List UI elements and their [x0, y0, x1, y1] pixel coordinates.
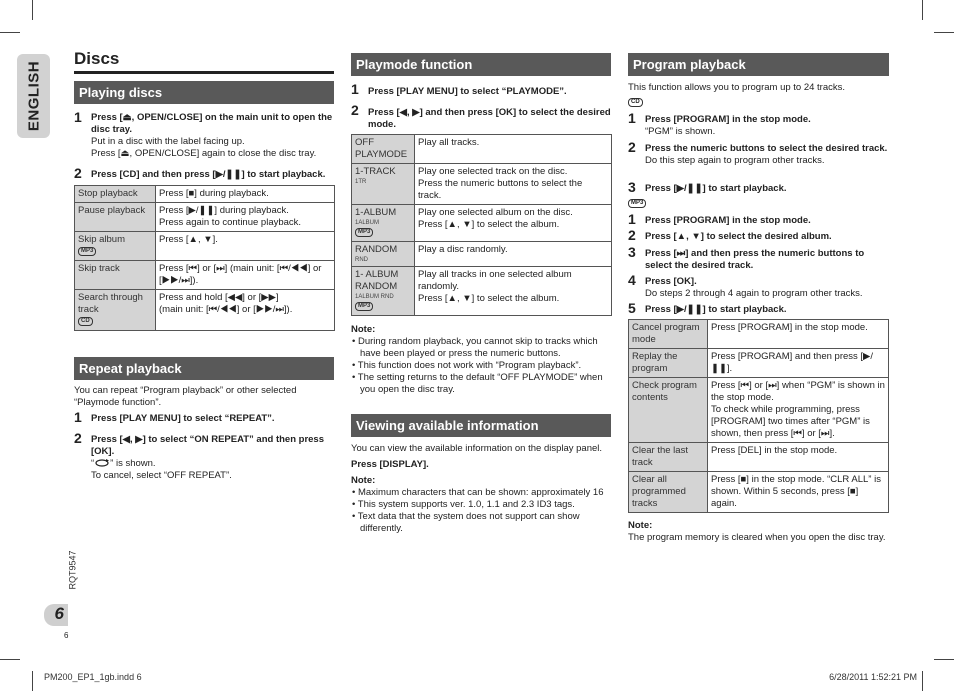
row-label: Skip track [75, 261, 156, 290]
table-row [75, 186, 335, 203]
step-number: 1 [351, 81, 359, 97]
program-mp3-step-5: Press [▶/❚❚] to start playback. [645, 304, 787, 315]
row-desc: Press [DEL] in the stop mode. [708, 443, 889, 472]
repeat-step-1: Press [PLAY MENU] to select “REPEAT”. [91, 413, 275, 424]
page-title: Discs [74, 49, 120, 68]
row-label: 1- ALBUM RANDOM [355, 269, 399, 292]
row-sublabel: 1TR [355, 179, 367, 185]
row-label: Clear all programmed tracks [629, 472, 708, 513]
step-1 [91, 112, 335, 160]
program-mp3-step-4-detail: Do steps 2 through 4 again to program other tracks. [645, 288, 863, 299]
viewing-press: Press [DISPLAY]. [351, 459, 429, 470]
cd-badge: CD [78, 317, 93, 326]
table-row [352, 205, 612, 242]
table-row [352, 135, 612, 164]
mp3-badge-wrap [628, 198, 646, 210]
row-desc: Press [⏮] or [⏭] when “PGM” is shown in the stop mode. To check while programming, press [PROGRAM] two times after “PGM” is shown, then press [⏮] or [⏭]. [708, 378, 889, 443]
mp3-badge: MP3 [355, 302, 373, 311]
crop-mark [0, 659, 20, 660]
table-row [75, 203, 335, 232]
mp3-badge: MP3 [355, 228, 373, 237]
quote-open: “ [91, 458, 95, 469]
row-label: RANDOM [355, 244, 398, 255]
row-sublabel: 1ALBUM [355, 220, 380, 226]
playmode-step-2: Press [◀, ▶] and then press [OK] to select the desired mode. [368, 107, 611, 130]
note-item: • This system supports ver. 1.0, 1.1 and 2.3 ID3 tags. [360, 499, 612, 511]
program-mp3-step-1: Press [PROGRAM] in the stop mode. [645, 215, 811, 226]
section-heading-playing-discs: Playing discs [74, 81, 334, 104]
program-cd-step-1-detail: “PGM” is shown. [645, 126, 716, 137]
step-number: 2 [628, 139, 636, 155]
step-number: 1 [74, 409, 82, 425]
repeat-cancel: To cancel, select “OFF REPEAT”. [91, 470, 232, 481]
row-label: Check program contents [629, 378, 708, 443]
row-label: Pause playback [75, 203, 156, 232]
note-item: • The setting returns to the default “OFF PLAYMODE” when you open the disc tray. [360, 372, 612, 396]
page-number-small: 6 [64, 631, 69, 640]
row-desc: Press and hold [◀◀] or [▶▶] (main unit: [⏮/◀◀] or [▶▶/⏭]). [156, 290, 335, 331]
row-desc: Press [▲, ▼]. [156, 232, 335, 261]
row-label: Search through track [78, 292, 143, 315]
row-label: Clear the last track [629, 443, 708, 472]
row-sublabel: RND [355, 257, 368, 263]
language-label: ENGLISH [25, 60, 42, 132]
row-desc: Press [PROGRAM] in the stop mode. [708, 320, 889, 349]
program-intro: This function allows you to program up to 24 tracks. [628, 82, 846, 93]
note-item: • During random playback, you cannot skip to tracks which have been played or press the numeric buttons. [360, 336, 612, 360]
crop-mark [0, 32, 20, 33]
row-desc: Press [■] in the stop mode. “CLR ALL” is shown. Within 5 seconds, press [■] again. [708, 472, 889, 513]
program-cd-step-2-instruction: Press the numeric buttons to select the desired track. [645, 143, 888, 154]
crop-mark [922, 671, 923, 691]
row-desc: Press [⏮] or [⏭] (main unit: [⏮/◀◀] or [▶▶/⏭]). [156, 261, 335, 290]
repeat-step-2-instruction: Press [◀, ▶] to select “ON REPEAT” and then press [OK]. [91, 434, 324, 457]
row-label: Cancel program mode [629, 320, 708, 349]
program-cd-step-2 [645, 143, 889, 167]
footer-date: 6/28/2011 1:52:21 PM [829, 672, 917, 682]
step-number: 2 [351, 102, 359, 118]
table-row [352, 242, 612, 267]
row-sublabel: 1ALBUM RND [355, 294, 394, 300]
program-mp3-step-4 [645, 276, 889, 300]
step-number: 3 [628, 179, 636, 195]
program-mp3-step-2: Press [▲, ▼] to select the desired album. [645, 231, 832, 242]
mp3-badge: MP3 [628, 199, 646, 208]
program-mp3-step-4-instruction: Press [OK]. [645, 276, 697, 287]
step-1-instruction: Press [⏏, OPEN/CLOSE] on the main unit to open the disc tray. [91, 112, 333, 135]
row-desc: Press [PROGRAM] and then press [▶/❚❚]. [708, 349, 889, 378]
footer-file: PM200_EP1_1gb.indd 6 [44, 672, 142, 682]
program-cd-step-2-detail: Do this step again to program other tracks. [645, 155, 825, 166]
table-row [75, 290, 335, 331]
row-desc: Play all tracks. [415, 135, 612, 164]
repeat-shown-line [91, 458, 335, 470]
program-cd-step-1 [645, 114, 889, 138]
repeat-intro: You can repeat “Program playback” or other selected “Playmode function”. [74, 385, 297, 408]
crop-mark [934, 659, 954, 660]
repeat-shown-text: ” is shown. [110, 458, 156, 469]
step-number: 4 [628, 272, 636, 288]
note-item: • Text data that the system does not support can show differently. [360, 511, 612, 535]
page-number-tab [44, 604, 68, 626]
step-number: 5 [628, 300, 636, 316]
playing-discs-table [74, 185, 335, 331]
cd-badge: CD [628, 98, 643, 107]
row-label-cell [352, 267, 415, 316]
step-1-detail: Put in a disc with the label facing up. [91, 136, 245, 147]
viewing-notes [351, 487, 612, 535]
row-label: OFF PLAYMODE [352, 135, 415, 164]
crop-mark [32, 671, 33, 691]
row-label-cell [75, 290, 156, 331]
step-2-instruction: Press [CD] and then press [▶/❚❚] to start playback. [91, 169, 326, 180]
table-row [629, 472, 889, 513]
playmode-table [351, 134, 612, 316]
step-number: 3 [628, 244, 636, 260]
step-number: 1 [74, 109, 82, 125]
program-table [628, 319, 889, 513]
row-label: Replay the program [629, 349, 708, 378]
row-label: Skip album [78, 234, 125, 245]
doc-code: RQT9547 [67, 550, 78, 590]
section-heading-playmode: Playmode function [351, 53, 611, 76]
step-number: 2 [628, 227, 636, 243]
step-number: 2 [74, 430, 82, 446]
table-row [352, 164, 612, 205]
viewing-note-title: Note: [351, 475, 376, 486]
table-row [629, 320, 889, 349]
row-desc: Play a disc randomly. [415, 242, 612, 267]
row-label-cell [352, 164, 415, 205]
row-desc: Play one selected album on the disc. Press [▲, ▼] to select the album. [415, 205, 612, 242]
crop-mark [32, 0, 33, 20]
table-row [352, 267, 612, 316]
repeat-icon [94, 459, 110, 467]
table-row [75, 261, 335, 290]
viewing-intro: You can view the available information on the display panel. [351, 443, 603, 454]
note-item: • This function does not work with “Program playback”. [360, 360, 612, 372]
row-label: 1-TRACK [355, 166, 396, 177]
step-1-detail: Press [⏏, OPEN/CLOSE] again to close the disc tray. [91, 148, 317, 159]
step-number: 2 [74, 165, 82, 181]
table-row [629, 378, 889, 443]
row-desc: Play one selected track on the disc. Press the numeric buttons to select the track. [415, 164, 612, 205]
row-label-cell [352, 205, 415, 242]
mp3-badge: MP3 [78, 247, 96, 256]
table-row [629, 349, 889, 378]
page-number: 6 [54, 604, 64, 623]
crop-mark [922, 0, 923, 20]
playmode-note-title: Note: [351, 324, 376, 335]
repeat-step-2 [91, 434, 335, 482]
program-note-title: Note: [628, 520, 653, 531]
section-heading-viewing: Viewing available information [351, 414, 611, 437]
step-number: 1 [628, 211, 636, 227]
section-heading-program: Program playback [628, 53, 889, 76]
table-row [629, 443, 889, 472]
playmode-step-1: Press [PLAY MENU] to select “PLAYMODE”. [368, 86, 567, 97]
program-cd-step-3: Press [▶/❚❚] to start playback. [645, 183, 787, 194]
step-number: 1 [628, 110, 636, 126]
row-label: 1-ALBUM [355, 207, 397, 218]
program-note: The program memory is cleared when you open the disc tray. [628, 532, 886, 543]
program-cd-step-1-instruction: Press [PROGRAM] in the stop mode. [645, 114, 811, 125]
title-rule [74, 71, 334, 74]
row-label-cell [75, 232, 156, 261]
note-item: • Maximum characters that can be shown: approximately 16 [360, 487, 612, 499]
row-desc: Play all tracks in one selected album randomly. Press [▲, ▼] to select the album. [415, 267, 612, 316]
row-label-cell [352, 242, 415, 267]
table-row [75, 232, 335, 261]
section-heading-repeat-playback: Repeat playback [74, 357, 334, 380]
crop-mark [934, 32, 954, 33]
row-desc: Press [▶/❚❚] during playback. Press again to continue playback. [156, 203, 335, 232]
playmode-notes [351, 336, 612, 396]
language-tab [17, 54, 50, 138]
cd-badge-wrap [628, 97, 643, 109]
row-desc: Press [■] during playback. [156, 186, 335, 203]
program-mp3-step-3: Press [⏭] and then press the numeric buttons to select the desired track. [645, 248, 865, 271]
row-label: Stop playback [75, 186, 156, 203]
